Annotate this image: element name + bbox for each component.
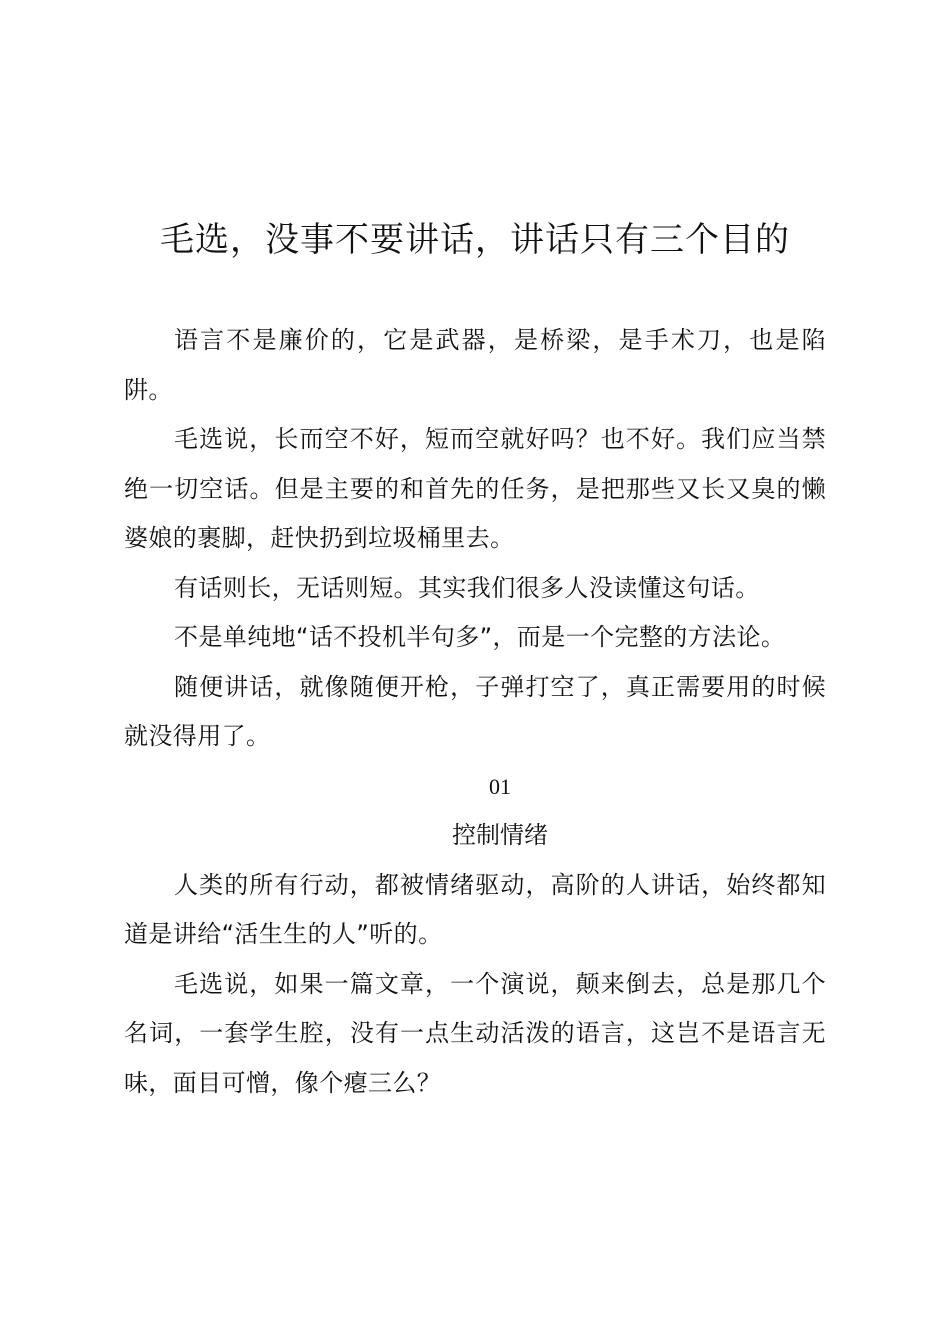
section-number: 01 — [489, 773, 511, 799]
paragraph: 毛选说，如果一篇文章，一个演说，颠来倒去，总是那几个名词，一套学生腔，没有一点生动活泼的语言，这岂不是语言无味，面目可憎，像个瘪三么？ — [124, 969, 826, 1097]
paragraph: 有话则长，无话则短。其实我们很多人没读懂这句话。 — [174, 573, 760, 602]
paragraph: 不是单纯地“话不投机半句多”，而是一个完整的方法论。 — [174, 623, 786, 651]
paragraph: 随便讲话，就像随便开枪，子弹打空了，真正需要用的时候就没得用了。 — [124, 672, 826, 750]
paragraph: 语言不是廉价的，它是武器，是桥梁，是手术刀，也是陷阱。 — [124, 326, 826, 404]
paragraph: 人类的所有行动，都被情绪驱动，高阶的人讲话，始终都知道是讲给“活生生的人”听的。 — [124, 870, 826, 948]
section-heading: 控制情绪 — [452, 821, 548, 849]
document-title: 毛选，没事不要讲话，讲话只有三个目的 — [160, 220, 790, 260]
paragraph: 毛选说，长而空不好，短而空就好吗？也不好。我们应当禁绝一切空话。但是主要的和首先的任务，是把那些又长又臭的懒婆娘的裹脚，赶快扔到垃圾桶里去。 — [124, 425, 826, 552]
document-body — [124, 316, 826, 1108]
